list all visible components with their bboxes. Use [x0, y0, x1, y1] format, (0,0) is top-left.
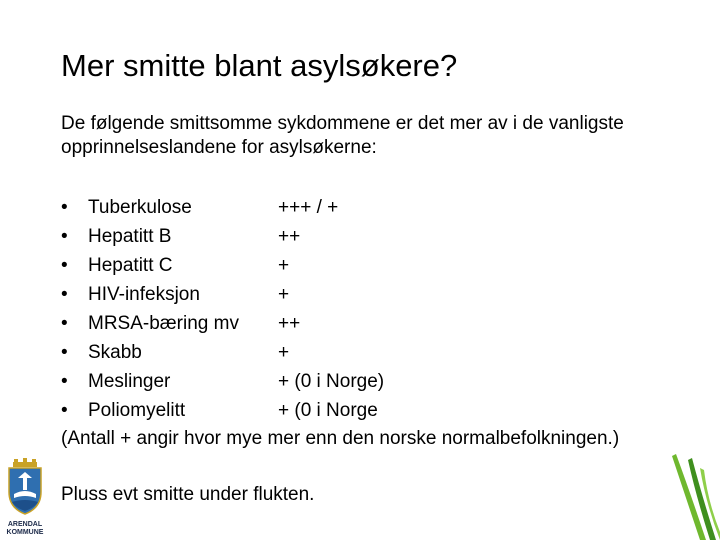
disease-name: Hepatitt B	[88, 226, 172, 247]
green-swoosh-decoration	[666, 452, 720, 540]
disease-name: HIV-infeksjon	[88, 284, 200, 305]
bullet: •	[61, 342, 68, 363]
logo-line1: ARENDAL	[7, 521, 43, 528]
bullet: •	[61, 226, 68, 247]
bullet: •	[61, 255, 68, 276]
crown-icon	[13, 458, 37, 467]
disease-name: Poliomyelitt	[88, 400, 186, 421]
disease-rating: + (0 i Norge)	[278, 371, 385, 392]
disease-rating: +++ / +	[278, 197, 339, 218]
arendal-kommune-logo	[4, 458, 46, 538]
bullet: •	[61, 371, 68, 392]
footnote-text: (Antall + angir hvor mye mer enn den norske normalbefolkningen.)	[61, 428, 620, 449]
disease-name: MRSA-bæring mv	[88, 313, 239, 334]
disease-rating: +	[278, 284, 290, 305]
bullet: •	[61, 313, 68, 334]
disease-rating: ++	[278, 313, 301, 334]
shield-icon	[9, 468, 41, 514]
intro-text: De følgende smittsomme sykdommene er det mer av i de vanligste opprinnelseslandene for asylsøkerne:	[61, 113, 624, 158]
bullet: •	[61, 284, 68, 305]
extra-note: Pluss evt smitte under flukten.	[61, 484, 315, 505]
disease-rating: +	[278, 255, 290, 276]
disease-name: Hepatitt C	[88, 255, 173, 276]
bullet: •	[61, 400, 68, 421]
disease-rating: ++	[278, 226, 301, 247]
disease-name: Meslinger	[88, 371, 171, 392]
disease-name: Skabb	[88, 342, 142, 363]
disease-rating: + (0 i Norge	[278, 400, 378, 421]
logo-line2: KOMMUNE	[6, 529, 44, 536]
disease-rating: +	[278, 342, 290, 363]
slide-title: Mer smitte blant asylsøkere?	[61, 48, 458, 83]
disease-name: Tuberkulose	[88, 197, 192, 218]
bullet: •	[61, 197, 68, 218]
